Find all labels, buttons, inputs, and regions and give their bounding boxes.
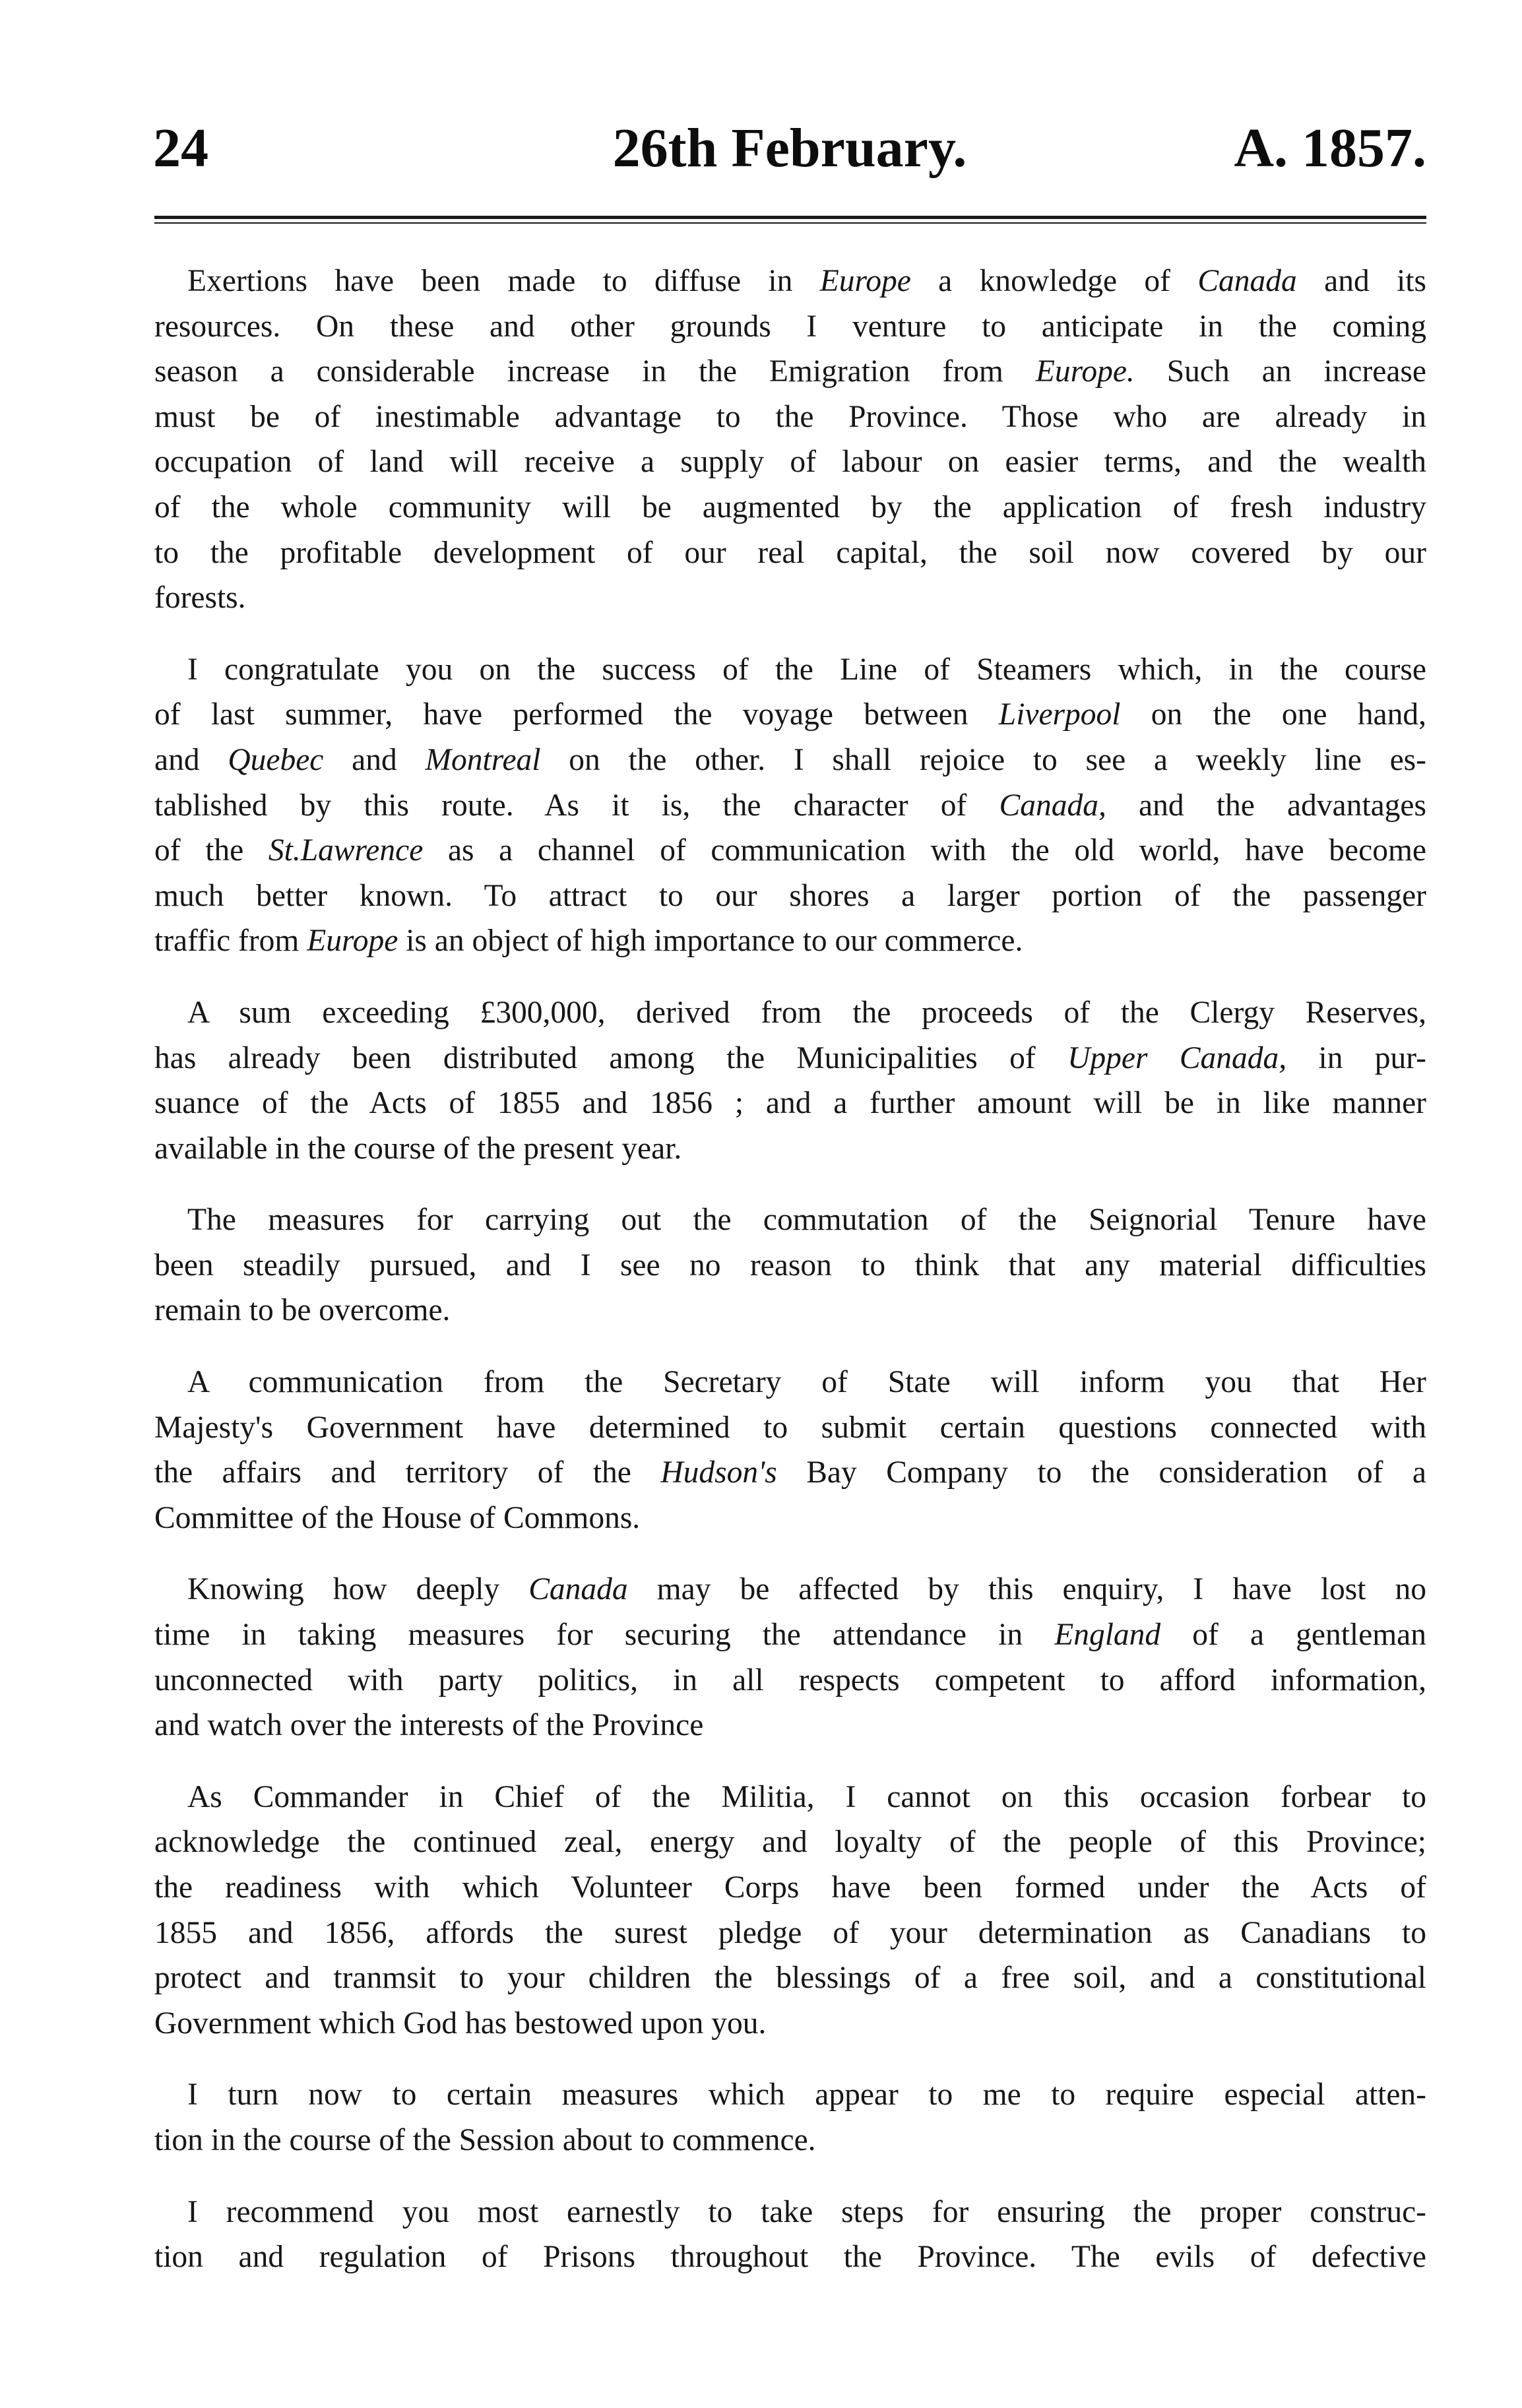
text-run: been steadily pursued, and I see no reason to think that any material difficulties <box>154 1248 1426 1283</box>
paragraph <box>154 2190 1426 2280</box>
text-run: to the profitable development of our real capital, the soil now covered by our <box>154 535 1426 570</box>
text-line <box>154 1658 1426 1703</box>
text-line <box>154 738 1426 783</box>
italic-term: England <box>1054 1618 1161 1653</box>
text-run: Such an increase <box>1134 354 1426 389</box>
paragraph <box>154 1360 1426 1540</box>
italic-term: Quebec <box>228 742 324 777</box>
text-line <box>154 990 1426 1036</box>
text-run: of the whole community will be augmented by the application of fresh industry <box>154 490 1426 524</box>
text-run: season a considerable increase in the Emigration from <box>154 354 1036 389</box>
text-run: on the one hand, <box>1120 697 1426 732</box>
text-run: Government which God has bestowed upon you. <box>154 2006 767 2041</box>
text-run: suance of the Acts of 1855 and 1856 ; and a further amount will be in like manner <box>154 1086 1426 1121</box>
text-line <box>154 349 1426 395</box>
paragraph <box>154 647 1426 964</box>
text-run: remain to be overcome. <box>154 1293 451 1328</box>
paragraph <box>154 2072 1426 2163</box>
paragraph <box>154 990 1426 1171</box>
page-header <box>153 109 1426 188</box>
text-run: forests. <box>154 581 246 616</box>
text-line <box>154 1496 1426 1541</box>
text-run: 1855 and 1856, affords the surest pledge of your determination as Canadians to <box>154 1915 1426 1950</box>
italic-term: Europe. <box>1035 354 1135 389</box>
text-line <box>154 1450 1426 1496</box>
text-line <box>154 1081 1426 1126</box>
text-run: must be of inestimable advantage to the Province. Those who are already in <box>154 399 1426 434</box>
text-line <box>154 1197 1426 1243</box>
header-rule-thick <box>154 216 1426 219</box>
text-run: and <box>154 742 228 777</box>
text-run: As Commander in Chief of the Militia, I cannot on this occasion forbear to <box>187 1779 1426 1814</box>
text-run: Exertions have been made to diffuse in <box>187 264 820 298</box>
text-run: A communication from the Secretary of State will inform you that Her <box>187 1365 1426 1400</box>
text-run: has already been distributed among the Municipalities of <box>154 1040 1068 1075</box>
text-line <box>154 2190 1426 2235</box>
text-run: and the advantages <box>1106 788 1426 823</box>
text-run: Bay Company to the consideration of a <box>777 1455 1426 1490</box>
text-line <box>154 1243 1426 1288</box>
text-run: the affairs and territory of the <box>154 1455 661 1490</box>
text-run: traffic from <box>154 924 307 959</box>
text-run: in pur- <box>1286 1040 1426 1075</box>
paragraph <box>154 259 1426 621</box>
text-line <box>154 304 1426 350</box>
italic-term: St.Lawrence <box>268 833 424 868</box>
text-run: of last summer, have performed the voyage between <box>154 697 999 732</box>
text-line <box>154 2234 1426 2280</box>
text-line <box>154 1820 1426 1865</box>
text-line <box>154 1612 1426 1658</box>
text-run: The measures for carrying out the commutation of the Seignorial Tenure have <box>187 1203 1426 1238</box>
text-run: much better known. To attract to our shores a larger portion of the passenger <box>154 878 1426 913</box>
text-run: time in taking measures for securing the attendance in <box>154 1618 1055 1653</box>
text-run: available in the course of the present year. <box>154 1131 682 1166</box>
text-line <box>154 1911 1426 1956</box>
running-title: 26th February. <box>612 117 967 179</box>
text-line <box>154 1126 1426 1172</box>
text-run: and watch over the interests of the Province <box>154 1708 704 1743</box>
text-line <box>154 2072 1426 2118</box>
text-run: tion in the course of the Session about to commence. <box>154 2122 816 2157</box>
text-line <box>154 575 1426 621</box>
paragraph <box>154 1775 1426 2046</box>
text-run: on the other. I shall rejoice to see a weekly line es- <box>540 742 1426 777</box>
text-run: and its <box>1296 264 1426 298</box>
text-line <box>154 530 1426 576</box>
text-run: acknowledge the continued zeal, energy and loyalty of the people of this Province; <box>154 1825 1426 1860</box>
text-line <box>154 783 1426 829</box>
text-run: protect and tranmsit to your children the blessings of a free soil, and a constitutional <box>154 1961 1426 1996</box>
italic-term: Hudson's <box>660 1455 777 1490</box>
text-line <box>154 1865 1426 1911</box>
text-run: may be affected by this enquiry, I have lost no <box>627 1572 1426 1607</box>
text-line <box>154 647 1426 693</box>
text-run: a knowledge of <box>910 264 1198 298</box>
text-line <box>154 1405 1426 1451</box>
text-run: I congratulate you on the success of the Line of Steamers which, in the course <box>187 652 1426 687</box>
text-run: I recommend you most earnestly to take steps for ensuring the proper construc- <box>187 2194 1426 2229</box>
text-line <box>154 485 1426 530</box>
text-line <box>154 1775 1426 1820</box>
italic-term: Montreal <box>425 742 541 777</box>
paragraph <box>154 1567 1426 1748</box>
text-run: of the <box>154 833 269 868</box>
text-run: I turn now to certain measures which appear to me to require especial atten- <box>187 2077 1426 2112</box>
header-year: A. 1857. <box>1234 117 1426 179</box>
text-line <box>154 2118 1426 2163</box>
text-run: the readiness with which Volunteer Corps have been formed under the Acts of <box>154 1870 1426 1905</box>
text-line <box>154 1703 1426 1748</box>
italic-term: Canada <box>528 1572 628 1607</box>
text-run: Majesty's Government have determined to submit certain questions connected with <box>154 1410 1426 1445</box>
italic-term: Canada, <box>999 788 1106 823</box>
text-line <box>154 873 1426 919</box>
text-line <box>154 1567 1426 1612</box>
text-line <box>154 395 1426 440</box>
header-double-rule <box>154 216 1426 225</box>
text-run: of a gentleman <box>1160 1618 1426 1653</box>
paragraph <box>154 1197 1426 1333</box>
text-line <box>154 1360 1426 1405</box>
text-run: Knowing how deeply <box>187 1572 529 1607</box>
italic-term: Europe <box>819 264 911 298</box>
text-line <box>154 259 1426 304</box>
body-text <box>154 259 1426 2306</box>
text-run: as a channel of communication with the old world, have become <box>423 833 1426 868</box>
text-line <box>154 439 1426 485</box>
text-run: resources. On these and other grounds I venture to anticipate in the coming <box>154 309 1426 344</box>
text-run: Committee of the House of Commons. <box>154 1500 641 1535</box>
text-run: and <box>323 742 426 777</box>
text-line <box>154 1955 1426 2001</box>
italic-term: Liverpool <box>998 697 1121 732</box>
page-number: 24 <box>153 117 208 179</box>
text-line <box>154 692 1426 738</box>
text-line <box>154 1288 1426 1333</box>
text-line <box>154 828 1426 873</box>
text-line <box>154 918 1426 964</box>
header-rule-thin <box>154 222 1426 224</box>
text-run: is an object of high importance to our commerce. <box>398 924 1023 959</box>
text-run: tion and regulation of Prisons throughout the Province. The evils of defective <box>154 2240 1426 2275</box>
text-run: tablished by this route. As it is, the character of <box>154 788 999 823</box>
text-run: unconnected with party politics, in all respects competent to afford information, <box>154 1663 1426 1697</box>
text-line <box>154 2001 1426 2046</box>
italic-term: Europe <box>307 924 398 959</box>
text-run: A sum exceeding £300,000, derived from the proceeds of the Clergy Reserves, <box>187 995 1426 1030</box>
text-line <box>154 1036 1426 1081</box>
text-run: occupation of land will receive a supply of labour on easier terms, and the wealth <box>154 445 1426 480</box>
italic-term: Upper Canada, <box>1067 1040 1287 1075</box>
italic-term: Canada <box>1197 264 1297 298</box>
